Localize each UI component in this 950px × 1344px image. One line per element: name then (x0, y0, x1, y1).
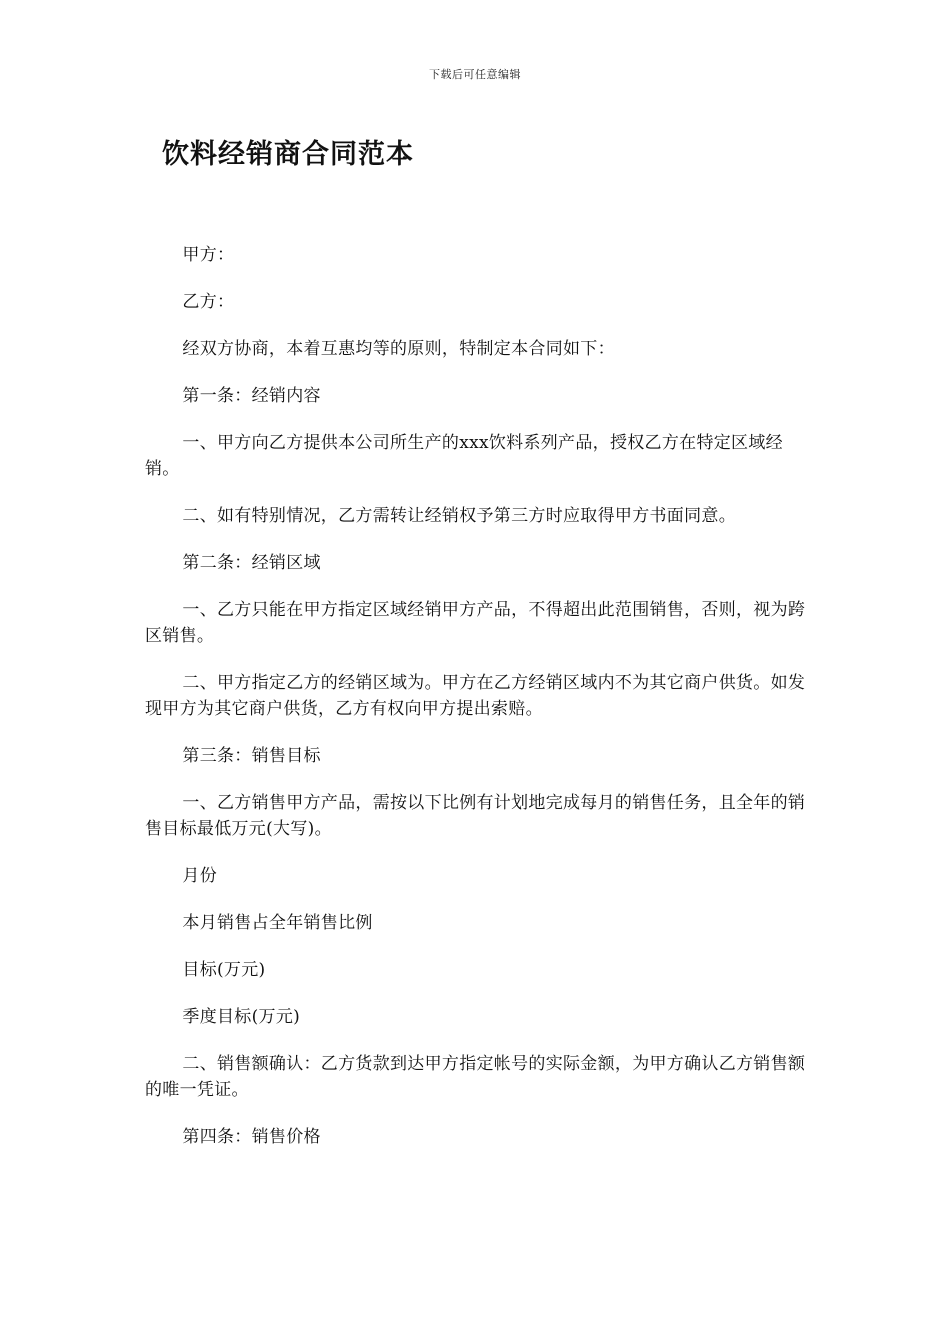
article-2-clause-1: 一、乙方只能在甲方指定区域经销甲方产品，不得超出此范围销售，否则，视为跨区销售。 (145, 600, 806, 646)
article-1-clause-2: 二、如有特别情况，乙方需转让经销权予第三方时应取得甲方书面同意。 (182, 506, 736, 526)
party-a-line: 甲方： (182, 245, 235, 265)
article-2-clause-2: 二、甲方指定乙方的经销区域为。甲方在乙方经销区域内不为其它商户供货。如发现甲方为其它商户供货，乙方有权向甲方提出索赔。 (145, 673, 806, 719)
article-3-clause-2: 二、销售额确认：乙方货款到达甲方指定帐号的实际金额，为甲方确认乙方销售额的唯一凭证。 (145, 1054, 806, 1100)
party-b-line: 乙方： (182, 292, 235, 312)
article-4-heading: 第四条：销售价格 (182, 1127, 321, 1147)
table-label-quarter-target: 季度目标(万元) (182, 1007, 301, 1027)
preamble: 经双方协商，本着互惠均等的原则，特制定本合同如下： (182, 339, 615, 359)
article-1-heading: 第一条：经销内容 (182, 386, 321, 406)
article-3-clause-1: 一、乙方销售甲方产品，需按以下比例有计划地完成每月的销售任务，且全年的销售目标最低万元(大写)。 (145, 793, 806, 839)
article-1-clause-1: 一、甲方向乙方提供本公司所生产的xxx饮料系列产品，授权乙方在特定区域经销。 (145, 433, 783, 479)
article-2-heading: 第二条：经销区域 (182, 553, 321, 573)
document-title: 饮料经销商合同范本 (162, 139, 414, 170)
table-label-month: 月份 (182, 866, 217, 886)
article-3-heading: 第三条：销售目标 (182, 746, 321, 766)
table-label-ratio: 本月销售占全年销售比例 (182, 913, 373, 933)
table-label-target: 目标(万元) (182, 960, 266, 980)
document-body (145, 242, 810, 1171)
header-note: 下载后可任意编辑 (429, 68, 521, 81)
